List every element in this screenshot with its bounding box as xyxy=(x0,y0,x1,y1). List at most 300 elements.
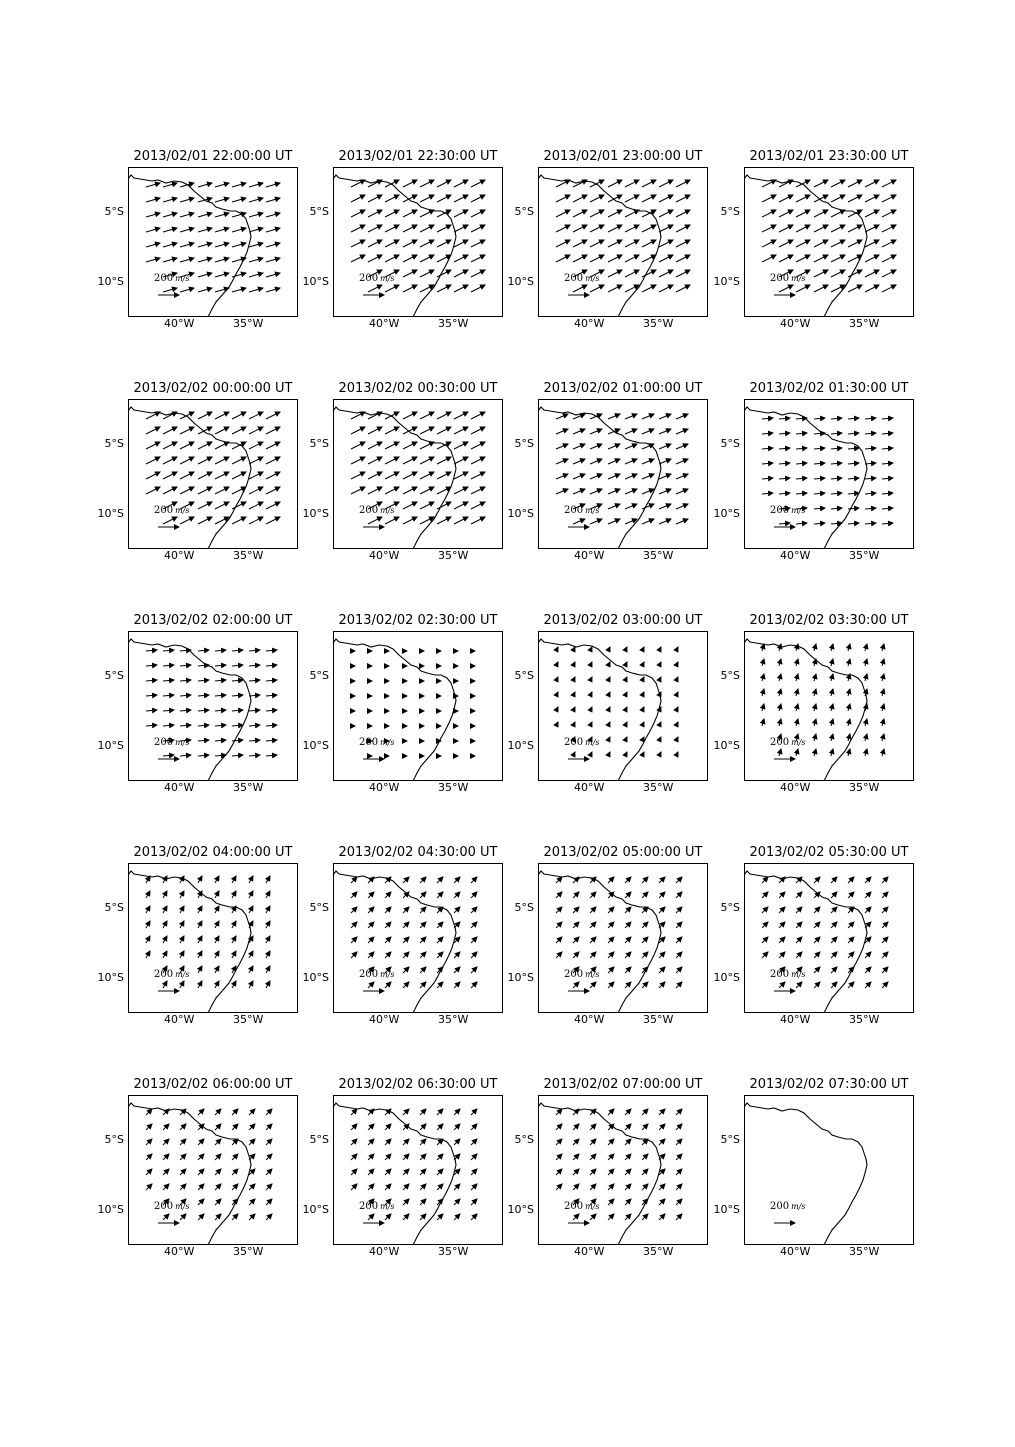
wind-arrow xyxy=(146,427,160,434)
wind-arrow xyxy=(642,982,648,988)
wind-arrow xyxy=(471,240,485,247)
wind-arrow xyxy=(215,1169,221,1175)
wind-arrow xyxy=(762,922,768,928)
wind-arrow xyxy=(625,752,627,756)
wind-arrow xyxy=(403,285,417,292)
wind-arrow xyxy=(266,273,280,277)
wind-arrow xyxy=(249,966,253,973)
longitude-tick-label: 35°W xyxy=(438,781,469,794)
wind-arrow xyxy=(266,472,280,479)
wind-arrow xyxy=(625,922,631,928)
wind-arrow xyxy=(642,647,644,651)
latitude-tick-label: 5°S xyxy=(720,669,740,682)
wind-arrow xyxy=(180,472,194,479)
longitude-tick-label: 40°W xyxy=(369,317,400,330)
wind-arrow xyxy=(814,210,828,217)
wind-arrow xyxy=(180,876,184,883)
longitude-tick-label: 40°W xyxy=(780,1013,811,1026)
wind-arrow xyxy=(368,285,382,292)
wind-arrow xyxy=(454,285,468,292)
wind-arrow xyxy=(454,270,468,277)
wind-arrow xyxy=(437,180,451,187)
wind-arrow xyxy=(848,982,854,988)
wind-arrow xyxy=(471,487,485,494)
wind-arrow xyxy=(590,414,602,419)
wind-arrow xyxy=(249,487,263,494)
wind-arrow xyxy=(762,210,776,217)
wind-arrow xyxy=(249,981,253,988)
longitude-tick-label: 40°W xyxy=(369,1245,400,1258)
wind-arrow xyxy=(831,240,845,247)
wind-arrow xyxy=(796,433,807,434)
longitude-tick-label: 40°W xyxy=(780,781,811,794)
wind-arrow xyxy=(608,285,622,292)
wind-arrow xyxy=(814,659,816,666)
wind-arrow xyxy=(625,504,637,509)
wind-arrow xyxy=(180,457,194,464)
wind-arrow xyxy=(659,240,673,247)
wind-arrow xyxy=(814,967,820,973)
wind-arrow xyxy=(471,1184,477,1190)
wind-arrow xyxy=(198,966,202,973)
wind-arrow xyxy=(368,937,374,943)
wind-arrow xyxy=(180,1154,186,1160)
latitude-tick-label: 5°S xyxy=(720,205,740,218)
wind-arrow xyxy=(163,427,177,434)
scale-key-label: 200 m/s xyxy=(770,505,806,516)
wind-arrow xyxy=(232,228,246,232)
wind-arrow xyxy=(232,273,246,277)
longitude-tick-label: 35°W xyxy=(233,549,264,562)
wind-arrow xyxy=(831,659,833,666)
wind-arrow xyxy=(625,285,639,292)
latitude-tick-label: 5°S xyxy=(514,669,534,682)
wind-arrow xyxy=(454,487,468,494)
wind-arrow xyxy=(249,457,263,464)
wind-arrow xyxy=(471,195,485,202)
wind-arrow xyxy=(625,662,627,666)
wind-arrow xyxy=(198,258,212,262)
wind-arrow xyxy=(249,680,260,681)
wind-arrow xyxy=(163,1214,169,1220)
scale-key-label: 200 m/s xyxy=(564,1201,600,1212)
wind-arrow xyxy=(590,1169,596,1175)
wind-arrow xyxy=(249,951,253,958)
wind-arrow xyxy=(420,285,434,292)
longitude-tick-label: 40°W xyxy=(164,317,195,330)
wind-arrow xyxy=(556,459,568,464)
wind-arrow xyxy=(590,722,592,726)
wind-arrow xyxy=(454,1199,460,1205)
wind-arrow xyxy=(420,892,426,898)
wind-arrow xyxy=(556,414,568,419)
latitude-tick-label: 10°S xyxy=(507,971,534,984)
wind-arrow xyxy=(163,936,167,943)
wind-arrow xyxy=(180,412,194,419)
wind-arrow xyxy=(848,448,859,449)
wind-arrow xyxy=(180,1184,186,1190)
wind-arrow xyxy=(232,1109,238,1115)
wind-arrow xyxy=(437,922,443,928)
wind-arrow xyxy=(676,195,690,202)
wind-arrow xyxy=(556,1139,562,1145)
latitude-tick-label: 5°S xyxy=(514,1133,534,1146)
wind-arrow xyxy=(779,418,790,419)
wind-arrow xyxy=(198,725,209,726)
wind-arrow xyxy=(831,704,833,711)
wind-arrow xyxy=(437,457,451,464)
wind-arrow xyxy=(625,722,627,726)
wind-arrow xyxy=(573,692,575,696)
wind-arrow xyxy=(796,704,798,711)
map-canvas xyxy=(333,1095,503,1245)
wind-arrow xyxy=(180,427,194,434)
wind-arrow xyxy=(146,1124,152,1130)
wind-arrow xyxy=(471,225,485,232)
wind-arrow xyxy=(403,967,409,973)
wind-arrow xyxy=(454,412,468,419)
wind-arrow xyxy=(471,982,477,988)
map-panel xyxy=(97,845,328,1063)
wind-arrow xyxy=(676,519,688,524)
wind-arrow xyxy=(351,1109,357,1115)
panel-title: 2013/02/01 23:00:00 UT xyxy=(543,149,703,164)
wind-arrow xyxy=(266,243,280,247)
wind-arrow xyxy=(471,517,485,524)
latitude-tick-label: 10°S xyxy=(713,507,740,520)
wind-arrow xyxy=(163,487,177,494)
wind-arrow xyxy=(163,412,177,419)
wind-arrow xyxy=(351,1139,357,1145)
wind-arrow xyxy=(882,674,884,681)
wind-arrow xyxy=(403,240,417,247)
wind-arrow xyxy=(642,240,656,247)
wind-arrow xyxy=(266,198,280,202)
wind-arrow xyxy=(659,225,673,232)
wind-arrow xyxy=(676,922,682,928)
wind-arrow xyxy=(865,463,876,464)
wind-arrow xyxy=(779,674,781,681)
wind-arrow xyxy=(625,459,637,464)
wind-arrow xyxy=(814,719,816,726)
wind-arrow xyxy=(351,240,365,247)
wind-arrow xyxy=(163,198,177,202)
wind-arrow xyxy=(625,907,631,913)
wind-arrow xyxy=(403,1139,409,1145)
wind-arrow xyxy=(625,952,631,958)
longitude-tick-label: 40°W xyxy=(164,781,195,794)
scale-key-label: 200 m/s xyxy=(770,737,806,748)
panel-title: 2013/02/02 02:00:00 UT xyxy=(133,613,293,628)
wind-arrow xyxy=(437,937,443,943)
wind-arrow xyxy=(608,1199,614,1205)
map-canvas xyxy=(333,631,503,781)
wind-arrow xyxy=(676,414,688,419)
longitude-tick-label: 35°W xyxy=(233,1245,264,1258)
wind-arrow xyxy=(385,412,399,419)
wind-arrow xyxy=(865,180,879,187)
wind-arrow xyxy=(814,418,825,419)
wind-arrow xyxy=(865,478,876,479)
wind-arrow xyxy=(814,523,825,524)
wind-arrow xyxy=(762,240,776,247)
longitude-tick-label: 35°W xyxy=(233,317,264,330)
wind-arrow xyxy=(831,225,845,232)
wind-arrow xyxy=(249,412,263,419)
wind-arrow xyxy=(198,502,212,509)
wind-arrow xyxy=(249,1109,255,1115)
wind-arrow xyxy=(266,1184,272,1190)
wind-arrow xyxy=(180,906,184,913)
wind-arrow xyxy=(232,198,246,202)
panel-title: 2013/02/02 06:30:00 UT xyxy=(338,1077,498,1092)
wind-arrow xyxy=(198,906,202,913)
wind-arrow xyxy=(796,463,807,464)
wind-arrow xyxy=(232,472,246,479)
wind-arrow xyxy=(351,487,365,494)
wind-arrow xyxy=(882,463,893,464)
wind-arrow xyxy=(882,225,896,232)
wind-arrow xyxy=(590,907,596,913)
wind-arrow xyxy=(249,442,263,449)
wind-arrow xyxy=(642,504,654,509)
wind-arrow xyxy=(848,922,854,928)
wind-arrow xyxy=(608,922,614,928)
wind-arrow xyxy=(762,225,776,232)
map-canvas xyxy=(538,1095,708,1245)
wind-arrow xyxy=(848,285,862,292)
wind-arrow xyxy=(625,737,627,741)
wind-arrow xyxy=(556,1184,562,1190)
wind-arrow xyxy=(351,457,365,464)
wind-arrow xyxy=(882,952,888,958)
panel-title: 2013/02/02 07:30:00 UT xyxy=(749,1077,909,1092)
wind-arrow xyxy=(146,1154,152,1160)
longitude-tick-label: 40°W xyxy=(574,1013,605,1026)
wind-arrow xyxy=(573,677,575,681)
wind-arrow xyxy=(848,892,854,898)
wind-arrow xyxy=(779,225,793,232)
wind-arrow xyxy=(163,243,177,247)
wind-arrow xyxy=(659,1214,665,1220)
wind-arrow xyxy=(454,240,468,247)
wind-arrow xyxy=(249,1199,255,1205)
latitude-tick-label: 10°S xyxy=(713,1203,740,1216)
wind-arrow xyxy=(831,719,833,726)
wind-arrow xyxy=(368,487,382,494)
wind-arrow xyxy=(198,1169,204,1175)
longitude-tick-label: 40°W xyxy=(574,549,605,562)
wind-arrow xyxy=(198,442,212,449)
latitude-tick-label: 10°S xyxy=(97,971,124,984)
scale-key-label: 200 m/s xyxy=(359,505,395,516)
wind-arrow xyxy=(454,1124,460,1130)
coastline xyxy=(538,175,661,317)
wind-arrow xyxy=(420,1109,426,1115)
wind-arrow xyxy=(590,1184,596,1190)
wind-arrow xyxy=(625,647,627,651)
wind-arrow xyxy=(232,1154,238,1160)
wind-arrow xyxy=(779,907,785,913)
wind-arrow xyxy=(266,1109,272,1115)
wind-arrow xyxy=(403,210,417,217)
wind-arrow xyxy=(385,1184,391,1190)
wind-arrow xyxy=(625,195,639,202)
wind-arrow xyxy=(831,255,845,262)
wind-arrow xyxy=(573,662,575,666)
wind-arrow xyxy=(676,937,682,943)
wind-arrow xyxy=(215,457,229,464)
wind-arrow xyxy=(848,749,850,756)
wind-arrow xyxy=(625,474,637,479)
wind-arrow xyxy=(471,472,485,479)
wind-arrow xyxy=(146,695,157,696)
wind-arrow xyxy=(659,892,665,898)
wind-arrow xyxy=(437,892,443,898)
wind-arrow xyxy=(454,427,468,434)
wind-arrow xyxy=(163,457,177,464)
map-canvas xyxy=(744,167,914,317)
wind-arrow xyxy=(848,270,862,277)
wind-arrow xyxy=(232,936,236,943)
wind-arrow xyxy=(676,1199,682,1205)
wind-arrow xyxy=(814,877,820,883)
wind-arrow xyxy=(249,1124,255,1130)
wind-arrow xyxy=(762,877,768,883)
wind-arrow xyxy=(403,1184,409,1190)
wind-arrow xyxy=(642,892,648,898)
latitude-tick-label: 10°S xyxy=(302,971,329,984)
wind-arrow xyxy=(831,195,845,202)
wind-arrow xyxy=(249,258,263,262)
wind-arrow xyxy=(266,936,270,943)
wind-arrow xyxy=(882,892,888,898)
wind-arrow xyxy=(625,225,639,232)
wind-arrow xyxy=(814,937,820,943)
scale-key-label: 200 m/s xyxy=(770,273,806,284)
wind-arrow xyxy=(659,647,661,651)
wind-arrow xyxy=(403,502,417,509)
wind-arrow xyxy=(590,922,596,928)
wind-arrow xyxy=(146,258,160,262)
wind-arrow xyxy=(796,478,807,479)
wind-arrow xyxy=(249,876,253,883)
wind-arrow xyxy=(163,725,174,726)
wind-arrow xyxy=(266,258,280,262)
wind-arrow xyxy=(198,755,209,756)
map-canvas xyxy=(128,167,298,317)
wind-arrow xyxy=(454,892,460,898)
latitude-tick-label: 10°S xyxy=(507,739,534,752)
wind-arrow xyxy=(796,644,798,651)
wind-arrow xyxy=(351,1124,357,1130)
wind-arrow xyxy=(642,180,656,187)
wind-arrow xyxy=(454,907,460,913)
wind-arrow xyxy=(625,967,631,973)
wind-arrow xyxy=(779,463,790,464)
wind-arrow xyxy=(215,273,229,277)
wind-arrow xyxy=(385,1169,391,1175)
wind-arrow xyxy=(882,478,893,479)
wind-arrow xyxy=(232,517,246,524)
longitude-tick-label: 40°W xyxy=(574,1245,605,1258)
scale-key-label: 200 m/s xyxy=(154,273,190,284)
map-canvas xyxy=(333,399,503,549)
wind-arrow xyxy=(590,982,596,988)
wind-arrow xyxy=(676,752,678,756)
wind-arrow xyxy=(215,740,226,741)
scale-key-label: 200 m/s xyxy=(359,969,395,980)
wind-arrow xyxy=(642,722,644,726)
wind-arrow xyxy=(659,474,671,479)
wind-arrow xyxy=(831,463,842,464)
wind-arrow xyxy=(180,517,194,524)
wind-arrow xyxy=(779,240,793,247)
wind-arrow xyxy=(814,982,820,988)
wind-arrow xyxy=(590,489,602,494)
wind-arrow xyxy=(249,710,260,711)
wind-arrow xyxy=(266,1124,272,1130)
wind-arrow xyxy=(659,180,673,187)
wind-arrow xyxy=(882,448,893,449)
wind-arrow xyxy=(676,907,682,913)
wind-arrow xyxy=(796,952,802,958)
wind-arrow xyxy=(796,493,807,494)
wind-arrow xyxy=(385,937,391,943)
wind-arrow xyxy=(403,180,417,187)
wind-arrow xyxy=(573,429,585,434)
wind-arrow xyxy=(163,951,167,958)
wind-arrow xyxy=(848,704,850,711)
wind-arrow xyxy=(642,1109,648,1115)
wind-arrow xyxy=(608,877,614,883)
wind-arrow xyxy=(676,722,678,726)
wind-arrow xyxy=(762,448,773,449)
wind-arrow xyxy=(266,1154,272,1160)
wind-arrow xyxy=(556,195,570,202)
wind-arrow xyxy=(215,1139,221,1145)
wind-arrow xyxy=(215,966,219,973)
wind-arrow xyxy=(779,285,793,292)
wind-arrow xyxy=(351,195,365,202)
wind-arrow xyxy=(368,1214,374,1220)
wind-arrow xyxy=(198,1109,204,1115)
wind-arrow xyxy=(198,921,202,928)
wind-arrow xyxy=(590,180,604,187)
wind-arrow xyxy=(573,892,579,898)
wind-arrow xyxy=(146,710,157,711)
wind-arrow xyxy=(625,1109,631,1115)
wind-arrow xyxy=(471,892,477,898)
wind-arrow xyxy=(437,1139,443,1145)
wind-arrow xyxy=(865,907,871,913)
wind-arrow xyxy=(831,674,833,681)
wind-arrow xyxy=(146,457,160,464)
wind-arrow xyxy=(163,981,167,988)
wind-arrow xyxy=(882,734,884,741)
wind-arrow xyxy=(573,952,579,958)
map-panel xyxy=(302,149,533,367)
wind-arrow xyxy=(266,442,280,449)
wind-arrow xyxy=(454,225,468,232)
wind-arrow xyxy=(556,444,568,449)
wind-arrow xyxy=(146,906,150,913)
wind-arrow xyxy=(146,891,150,898)
map-panel xyxy=(302,613,533,831)
wind-arrow xyxy=(198,1214,204,1220)
wind-arrow xyxy=(556,922,562,928)
wind-arrow xyxy=(831,644,833,651)
